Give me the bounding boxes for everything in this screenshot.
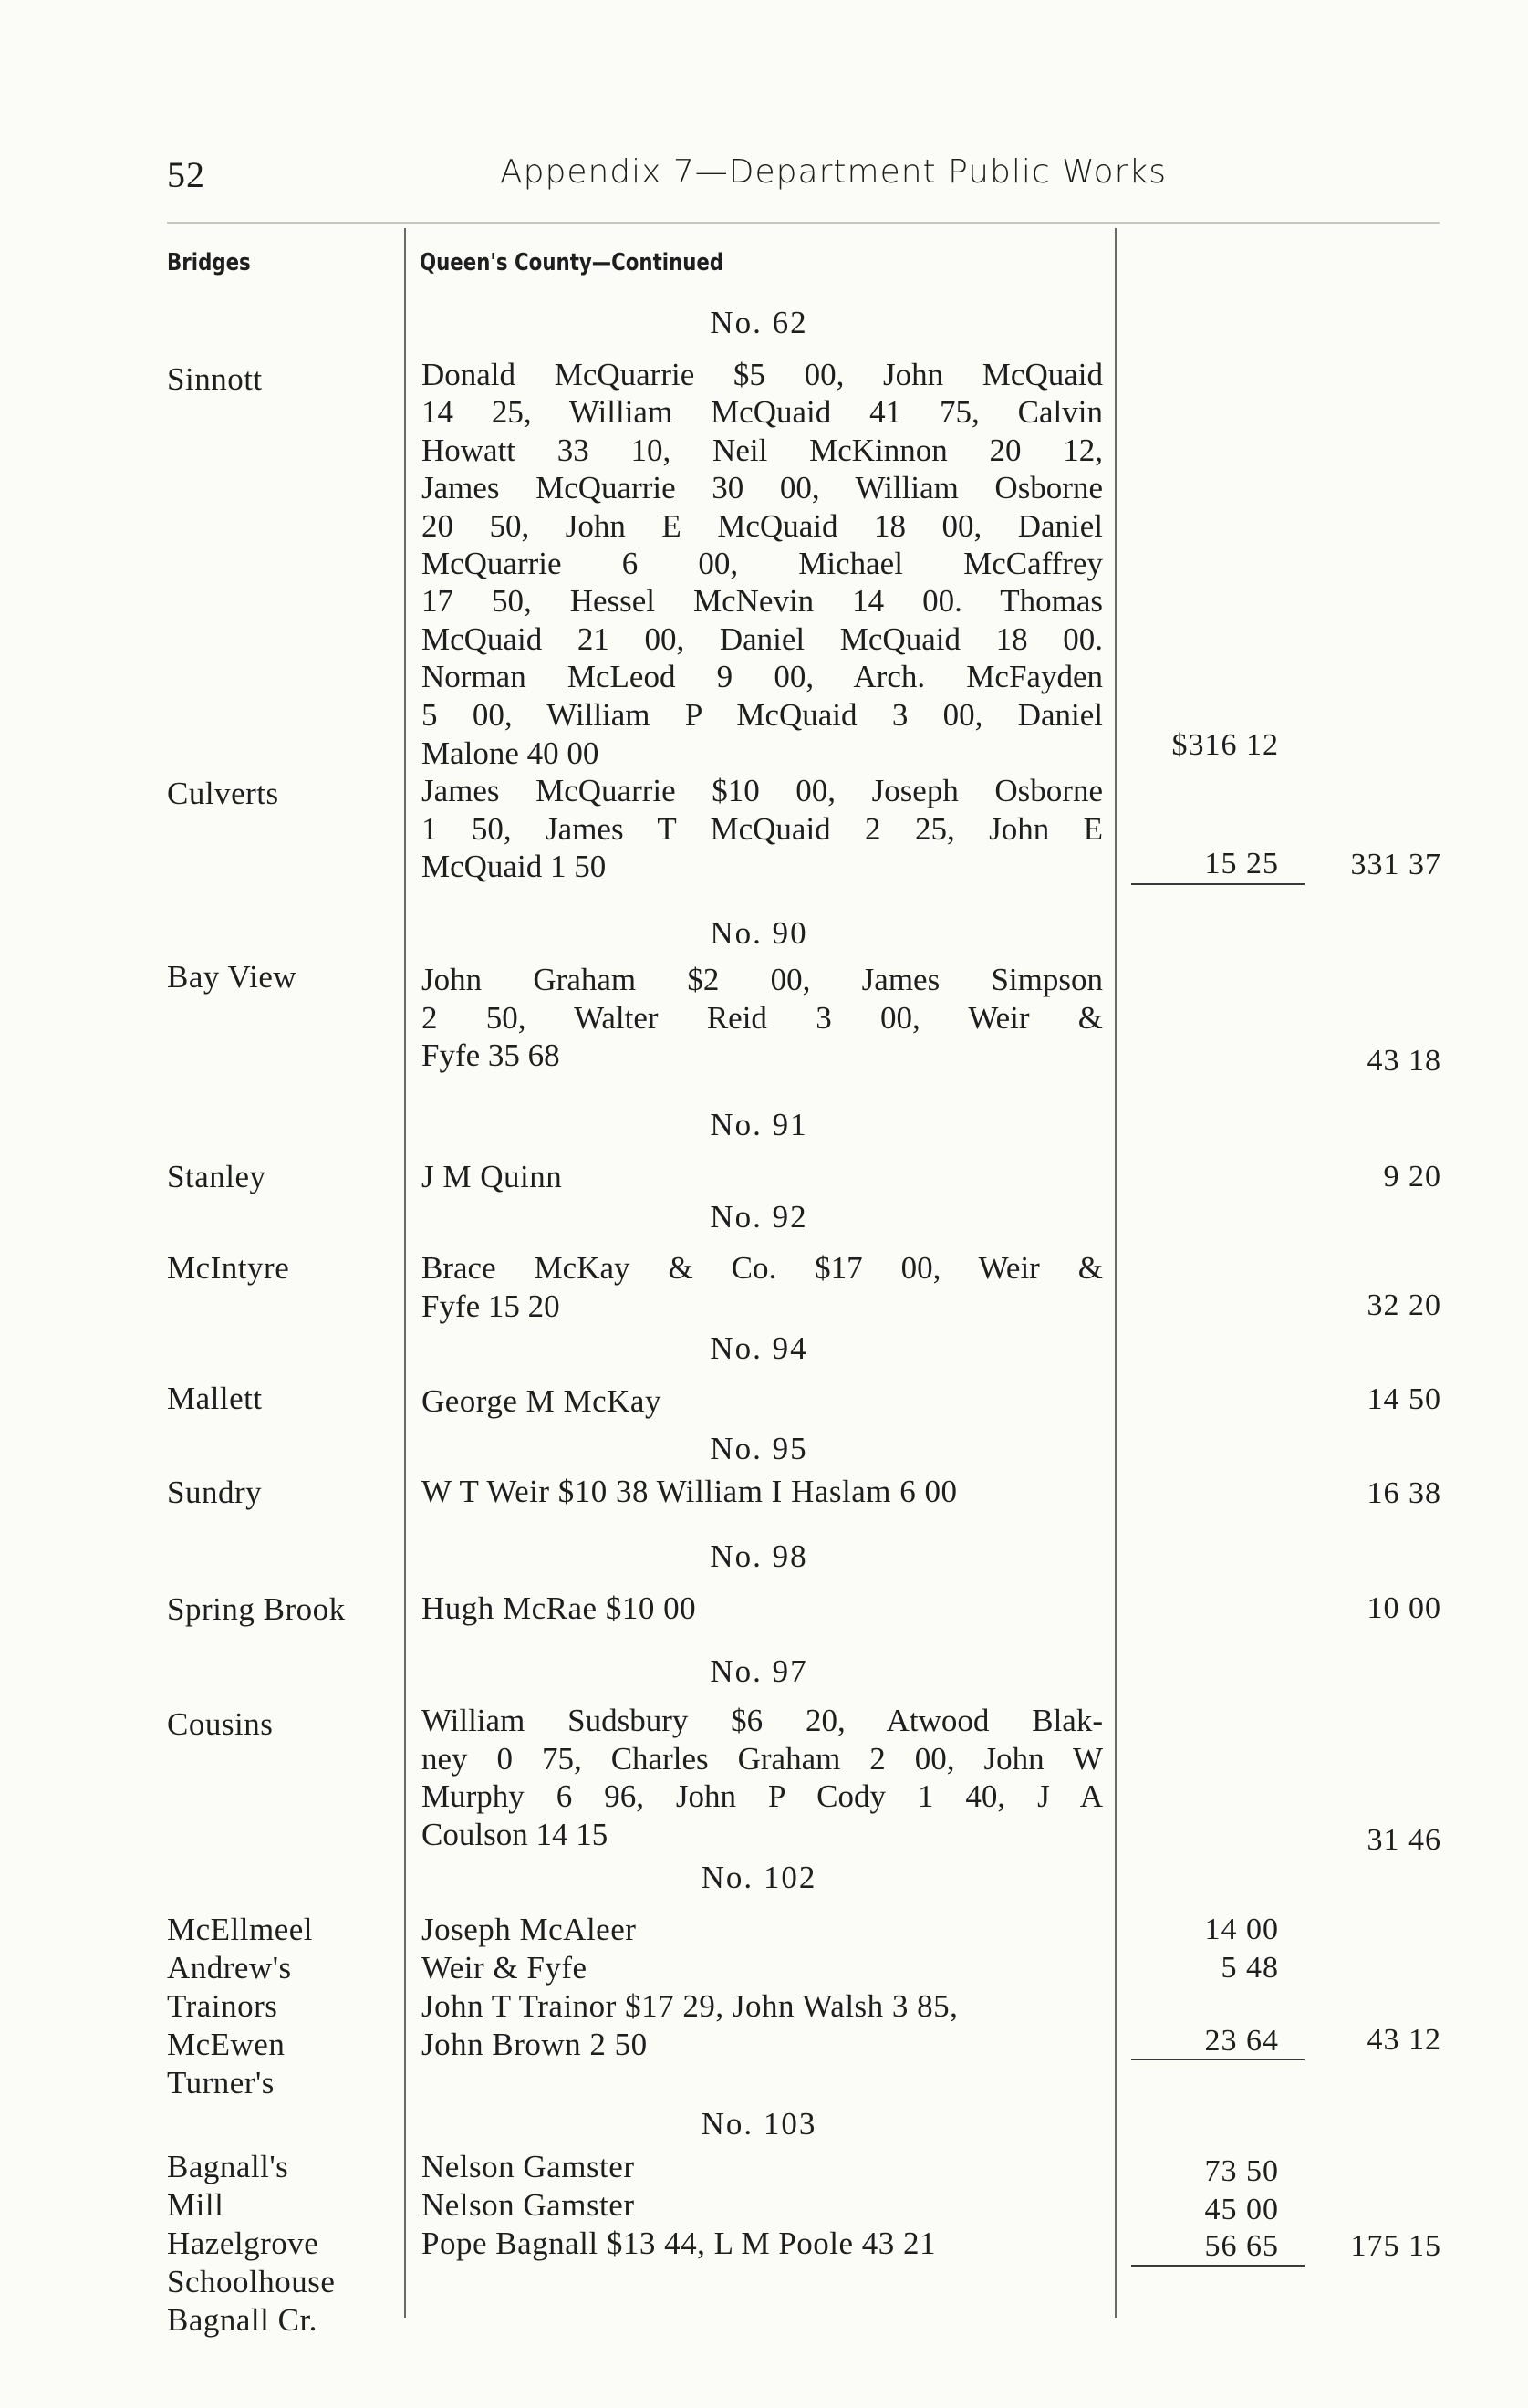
amount: 14 00 bbox=[1204, 1913, 1279, 1946]
bridge-name: McEwen bbox=[167, 2027, 286, 2062]
entry-line: Donald McQuarrie $5 00, John McQuaid bbox=[421, 357, 1103, 392]
bridge-name: Hazelgrove bbox=[167, 2226, 319, 2261]
section-heading: No. 98 bbox=[710, 1538, 808, 1574]
page-header bbox=[0, 153, 1528, 208]
header-rule bbox=[167, 222, 1440, 224]
county-column-heading: Queen's County—Continued bbox=[420, 249, 724, 276]
entry-line: William Sudsbury $6 20, Atwood Blak- bbox=[421, 1703, 1103, 1738]
page-number: 52 bbox=[167, 154, 205, 195]
page-title: Appendix 7—Department Public Works bbox=[500, 153, 1167, 191]
total-amount: 43 18 bbox=[1367, 1044, 1441, 1078]
section-heading: No. 62 bbox=[710, 305, 808, 340]
entry-line: Pope Bagnall $13 44, L M Poole 43 21 bbox=[421, 2226, 937, 2261]
amount: 15 25 bbox=[1204, 847, 1279, 881]
subtotal-rule bbox=[1131, 2265, 1305, 2267]
entry-line: McQuarrie 6 00, Michael McCaffrey bbox=[421, 546, 1103, 581]
column-rule-right bbox=[1115, 228, 1117, 2318]
entry-line: 2 50, Walter Reid 3 00, Weir & bbox=[421, 1000, 1103, 1036]
entry-line: W T Weir $10 38 William I Haslam 6 00 bbox=[421, 1474, 958, 1509]
entry-line: Joseph McAleer bbox=[421, 1912, 637, 1947]
entry-line: George M McKay bbox=[421, 1383, 661, 1419]
total-amount: 32 20 bbox=[1367, 1288, 1441, 1322]
entry-line: Nelson Gamster bbox=[421, 2187, 635, 2223]
total-amount: 331 37 bbox=[1350, 848, 1441, 881]
section-heading: No. 95 bbox=[710, 1431, 808, 1466]
entry-line: Fyfe 35 68 bbox=[421, 1037, 560, 1073]
entry-line: Hugh McRae $10 00 bbox=[421, 1590, 697, 1626]
bridge-name: Culverts bbox=[167, 776, 279, 811]
section-heading: No. 103 bbox=[701, 2106, 817, 2142]
total-amount: 10 00 bbox=[1367, 1591, 1441, 1625]
entry-line: Coulson 14 15 bbox=[421, 1817, 608, 1852]
amount: 5 48 bbox=[1221, 1951, 1279, 1985]
entry-line: J M Quinn bbox=[421, 1159, 563, 1194]
subtotal-rule bbox=[1131, 883, 1305, 885]
entry-line: 20 50, John E McQuaid 18 00, Daniel bbox=[421, 508, 1103, 544]
entry-line: Nelson Gamster bbox=[421, 2149, 635, 2184]
section-heading: No. 92 bbox=[710, 1199, 808, 1235]
total-amount: 16 38 bbox=[1367, 1476, 1441, 1510]
bridge-name: McIntyre bbox=[167, 1250, 290, 1286]
total-amount: 31 46 bbox=[1367, 1823, 1441, 1857]
entry-line: McQuaid 1 50 bbox=[421, 849, 607, 884]
entry-line: Malone 40 00 bbox=[421, 735, 599, 771]
entry-line: Norman McLeod 9 00, Arch. McFayden bbox=[421, 659, 1103, 694]
amount: 56 65 bbox=[1204, 2229, 1279, 2263]
entry-line: Weir & Fyfe bbox=[421, 1950, 587, 1986]
bridge-name: Bagnall's bbox=[167, 2149, 289, 2184]
entry-line: Brace McKay & Co. $17 00, Weir & bbox=[421, 1250, 1103, 1286]
total-amount: 43 12 bbox=[1367, 2023, 1441, 2057]
bridge-name: Spring Brook bbox=[167, 1591, 346, 1627]
bridge-name: Andrew's bbox=[167, 1950, 292, 1986]
entry-line: James McQuarrie 30 00, William Osborne bbox=[421, 470, 1103, 506]
column-rule-left bbox=[404, 228, 406, 2318]
entry-line: 5 00, William P McQuaid 3 00, Daniel bbox=[421, 697, 1103, 733]
bridge-name: Sinnott bbox=[167, 361, 263, 397]
entry-line: 17 50, Hessel McNevin 14 00. Thomas bbox=[421, 583, 1103, 619]
bridge-name: Stanley bbox=[167, 1159, 266, 1194]
entry-line: Fyfe 15 20 bbox=[421, 1288, 560, 1324]
entry-line: 14 25, William McQuaid 41 75, Calvin bbox=[421, 394, 1103, 430]
section-heading: No. 102 bbox=[701, 1860, 817, 1895]
bridge-name: Turner's bbox=[167, 2065, 275, 2100]
bridge-name: Mill bbox=[167, 2187, 224, 2223]
bridge-name: Schoolhouse bbox=[167, 2264, 336, 2299]
bridge-name: Cousins bbox=[167, 1706, 274, 1742]
bridges-column-heading: Bridges bbox=[167, 249, 251, 276]
bridge-name: Sundry bbox=[167, 1475, 263, 1510]
bridge-name: Bagnall Cr. bbox=[167, 2302, 317, 2338]
bridge-name: Mallett bbox=[167, 1381, 263, 1416]
entry-line: John T Trainor $17 29, John Walsh 3 85, bbox=[421, 1988, 959, 2024]
entry-line: Murphy 6 96, John P Cody 1 40, J A bbox=[421, 1778, 1103, 1814]
amount: 23 64 bbox=[1204, 2024, 1279, 2058]
bridge-name: Bay View bbox=[167, 959, 297, 995]
section-heading: No. 91 bbox=[710, 1107, 808, 1142]
bridge-name: Trainors bbox=[167, 1988, 278, 2024]
total-amount: 9 20 bbox=[1383, 1160, 1441, 1194]
section-heading: No. 94 bbox=[710, 1330, 808, 1366]
amount: 45 00 bbox=[1204, 2193, 1279, 2226]
total-amount: 175 15 bbox=[1350, 2229, 1441, 2263]
entry-line: McQuaid 21 00, Daniel McQuaid 18 00. bbox=[421, 621, 1103, 657]
entry-line: John Graham $2 00, James Simpson bbox=[421, 962, 1103, 997]
entry-line: Howatt 33 10, Neil McKinnon 20 12, bbox=[421, 433, 1103, 468]
subtotal-rule bbox=[1131, 2059, 1305, 2060]
entry-line: ney 0 75, Charles Graham 2 00, John W bbox=[421, 1741, 1103, 1777]
section-heading: No. 97 bbox=[710, 1653, 808, 1689]
entry-line: John Brown 2 50 bbox=[421, 2027, 648, 2062]
entry-line: James McQuarrie $10 00, Joseph Osborne bbox=[421, 773, 1103, 808]
entry-line: 1 50, James T McQuaid 2 25, John E bbox=[421, 811, 1103, 847]
bridge-name: McEllmeel bbox=[167, 1912, 314, 1947]
amount: 73 50 bbox=[1204, 2154, 1279, 2188]
amount: $316 12 bbox=[1171, 728, 1279, 762]
total-amount: 14 50 bbox=[1367, 1382, 1441, 1416]
section-heading: No. 90 bbox=[710, 915, 808, 951]
